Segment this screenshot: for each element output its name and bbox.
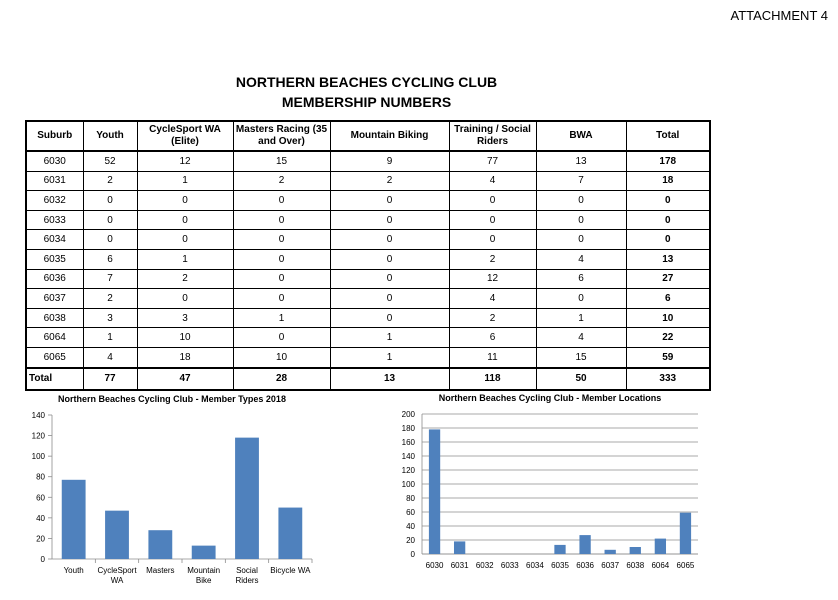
table-cell: 2 xyxy=(83,289,137,309)
y-tick-label: 40 xyxy=(36,513,45,523)
y-tick-label: 100 xyxy=(401,480,415,489)
table-cell: 2 xyxy=(449,308,536,328)
table-cell: 1 xyxy=(137,171,233,191)
x-tick-label: 6034 xyxy=(526,561,544,570)
table-row xyxy=(26,347,710,367)
table-cell: 1 xyxy=(330,328,449,348)
bar xyxy=(278,508,302,559)
column-header: Suburb xyxy=(26,121,83,151)
table-cell: 6037 xyxy=(26,289,83,309)
column-header: BWA xyxy=(536,121,626,151)
chart-title: Northern Beaches Cycling Club - Member Types 2018 xyxy=(58,394,286,404)
table-cell: 4 xyxy=(83,347,137,367)
table-cell: 2 xyxy=(233,171,330,191)
x-tick-label: 6065 xyxy=(676,561,695,570)
row-total-cell: 0 xyxy=(626,230,710,250)
x-tick-label: 6036 xyxy=(576,561,594,570)
totals-cell: 13 xyxy=(330,368,449,390)
table-cell: 6030 xyxy=(26,151,83,171)
x-tick-label: 6030 xyxy=(425,561,444,570)
x-tick-label: 6064 xyxy=(651,561,670,570)
row-total-cell: 27 xyxy=(626,269,710,289)
table-cell: 0 xyxy=(330,210,449,230)
y-tick-label: 180 xyxy=(401,424,415,433)
y-tick-label: 80 xyxy=(36,472,45,482)
page-title: NORTHERN BEACHES CYCLING CLUB xyxy=(235,74,498,90)
table-cell: 6035 xyxy=(26,249,83,269)
table-row xyxy=(26,151,710,171)
table-cell: 4 xyxy=(449,171,536,191)
table-cell: 0 xyxy=(233,289,330,309)
page-subtitle: MEMBERSHIP NUMBERS xyxy=(281,94,452,110)
table-cell: 0 xyxy=(233,328,330,348)
bar xyxy=(454,541,465,554)
x-tick-label: 6038 xyxy=(626,561,645,570)
totals-label: Total xyxy=(26,368,83,390)
column-header: Youth xyxy=(83,121,137,151)
totals-row xyxy=(26,368,710,390)
table-cell: 0 xyxy=(330,289,449,309)
table-cell: 0 xyxy=(330,191,449,211)
table-cell: 0 xyxy=(137,210,233,230)
x-tick-label: CycleSport WA xyxy=(97,566,137,585)
table-cell: 0 xyxy=(83,230,137,250)
row-total-cell: 0 xyxy=(626,210,710,230)
table-cell: 12 xyxy=(449,269,536,289)
table-cell: 15 xyxy=(233,151,330,171)
bar xyxy=(655,539,666,554)
table-cell: 0 xyxy=(449,210,536,230)
column-header: CycleSport WA (Elite) xyxy=(137,121,233,151)
bar xyxy=(429,429,440,554)
x-tick-label: Bicycle WA xyxy=(270,566,311,575)
chart-title: Northern Beaches Cycling Club - Member Locations xyxy=(438,393,662,403)
member-locations-chart xyxy=(394,392,704,577)
table-cell: 1 xyxy=(137,249,233,269)
totals-cell: 28 xyxy=(233,368,330,390)
table-cell: 0 xyxy=(233,191,330,211)
table-cell: 0 xyxy=(137,289,233,309)
table-cell: 0 xyxy=(536,210,626,230)
table-cell: 6038 xyxy=(26,308,83,328)
table-cell: 10 xyxy=(233,347,330,367)
y-tick-label: 40 xyxy=(406,522,415,531)
bar xyxy=(630,547,641,554)
table-cell: 2 xyxy=(137,269,233,289)
y-tick-label: 60 xyxy=(406,508,415,517)
bar xyxy=(192,546,216,559)
totals-cell: 47 xyxy=(137,368,233,390)
bar xyxy=(62,480,86,559)
bar xyxy=(579,535,590,554)
table-cell: 13 xyxy=(536,151,626,171)
table-cell: 2 xyxy=(449,249,536,269)
row-total-cell: 59 xyxy=(626,347,710,367)
table-cell: 0 xyxy=(330,230,449,250)
table-cell: 18 xyxy=(137,347,233,367)
totals-cell: 118 xyxy=(449,368,536,390)
table-cell: 6 xyxy=(536,269,626,289)
table-cell: 77 xyxy=(449,151,536,171)
table-row xyxy=(26,289,710,309)
table-cell: 1 xyxy=(536,308,626,328)
table-cell: 3 xyxy=(83,308,137,328)
column-header: Mountain Biking xyxy=(330,121,449,151)
y-tick-label: 0 xyxy=(40,555,45,564)
table-cell: 52 xyxy=(83,151,137,171)
table-cell: 6 xyxy=(83,249,137,269)
table-cell: 4 xyxy=(536,249,626,269)
y-tick-label: 60 xyxy=(36,493,45,503)
x-tick-label: Mountain Bike xyxy=(187,566,221,585)
x-tick-label: 6031 xyxy=(450,561,469,570)
table-cell: 0 xyxy=(536,230,626,250)
row-total-cell: 13 xyxy=(626,249,710,269)
table-cell: 0 xyxy=(330,269,449,289)
table-cell: 0 xyxy=(233,210,330,230)
table-cell: 0 xyxy=(449,191,536,211)
table-cell: 3 xyxy=(137,308,233,328)
bar xyxy=(605,550,616,554)
x-tick-label: 6035 xyxy=(551,561,569,570)
member-types-chart xyxy=(20,392,320,592)
x-tick-label: 6032 xyxy=(475,561,494,570)
row-total-cell: 178 xyxy=(626,151,710,171)
x-tick-label: 6037 xyxy=(601,561,620,570)
table-cell: 0 xyxy=(449,230,536,250)
column-header: Total xyxy=(626,121,710,151)
table-cell: 0 xyxy=(330,308,449,328)
table-cell: 6033 xyxy=(26,210,83,230)
row-total-cell: 22 xyxy=(626,328,710,348)
y-tick-label: 160 xyxy=(401,438,415,447)
table-cell: 0 xyxy=(233,230,330,250)
totals-cell: 50 xyxy=(536,368,626,390)
y-tick-label: 140 xyxy=(31,411,45,420)
table-cell: 1 xyxy=(233,308,330,328)
row-total-cell: 6 xyxy=(626,289,710,309)
column-header: Masters Racing (35 and Over) xyxy=(233,121,330,151)
bar xyxy=(554,545,565,554)
table-cell: 0 xyxy=(137,191,233,211)
x-tick-label: 6033 xyxy=(500,561,519,570)
row-total-cell: 0 xyxy=(626,191,710,211)
table-cell: 15 xyxy=(536,347,626,367)
y-tick-label: 140 xyxy=(401,452,415,461)
table-row xyxy=(26,308,710,328)
row-total-cell: 18 xyxy=(626,171,710,191)
column-header: Training / Social Riders xyxy=(449,121,536,151)
table-header-row xyxy=(26,121,710,151)
table-row xyxy=(26,191,710,211)
table-cell: 7 xyxy=(83,269,137,289)
y-tick-label: 80 xyxy=(406,494,415,503)
table-cell: 11 xyxy=(449,347,536,367)
table-row xyxy=(26,230,710,250)
attachment-label: ATTACHMENT 4 xyxy=(730,8,828,23)
x-tick-label: Social Riders xyxy=(235,566,259,585)
table-cell: 6034 xyxy=(26,230,83,250)
bar xyxy=(680,513,691,554)
table-row xyxy=(26,328,710,348)
y-tick-label: 20 xyxy=(36,534,45,544)
totals-cell: 333 xyxy=(626,368,710,390)
table-cell: 0 xyxy=(137,230,233,250)
bar xyxy=(105,511,129,559)
table-row xyxy=(26,249,710,269)
table-cell: 10 xyxy=(137,328,233,348)
table-cell: 0 xyxy=(536,289,626,309)
table-cell: 4 xyxy=(536,328,626,348)
table-cell: 6036 xyxy=(26,269,83,289)
y-tick-label: 120 xyxy=(31,431,45,441)
totals-cell: 77 xyxy=(83,368,137,390)
table-cell: 1 xyxy=(330,347,449,367)
table-cell: 0 xyxy=(330,249,449,269)
x-tick-label: Youth xyxy=(63,566,84,575)
table-cell: 4 xyxy=(449,289,536,309)
table-row xyxy=(26,210,710,230)
y-tick-label: 20 xyxy=(406,536,415,545)
table-cell: 0 xyxy=(536,191,626,211)
table-cell: 1 xyxy=(83,328,137,348)
bar xyxy=(235,438,259,559)
y-tick-label: 120 xyxy=(401,466,415,475)
table-row xyxy=(26,171,710,191)
table-cell: 2 xyxy=(83,171,137,191)
y-tick-label: 100 xyxy=(31,452,45,462)
table-cell: 6 xyxy=(449,328,536,348)
x-tick-label: Masters xyxy=(146,566,175,575)
table-cell: 6064 xyxy=(26,328,83,348)
table-cell: 12 xyxy=(137,151,233,171)
y-tick-label: 200 xyxy=(401,410,415,419)
table-cell: 0 xyxy=(83,210,137,230)
table-cell: 6031 xyxy=(26,171,83,191)
table-cell: 9 xyxy=(330,151,449,171)
table-cell: 0 xyxy=(83,191,137,211)
bar xyxy=(148,530,172,559)
membership-table xyxy=(25,120,711,391)
table-cell: 6032 xyxy=(26,191,83,211)
y-tick-label: 0 xyxy=(410,550,415,559)
table-cell: 7 xyxy=(536,171,626,191)
table-cell: 0 xyxy=(233,269,330,289)
row-total-cell: 10 xyxy=(626,308,710,328)
table-cell: 2 xyxy=(330,171,449,191)
table-cell: 6065 xyxy=(26,347,83,367)
table-row xyxy=(26,269,710,289)
table-cell: 0 xyxy=(233,249,330,269)
